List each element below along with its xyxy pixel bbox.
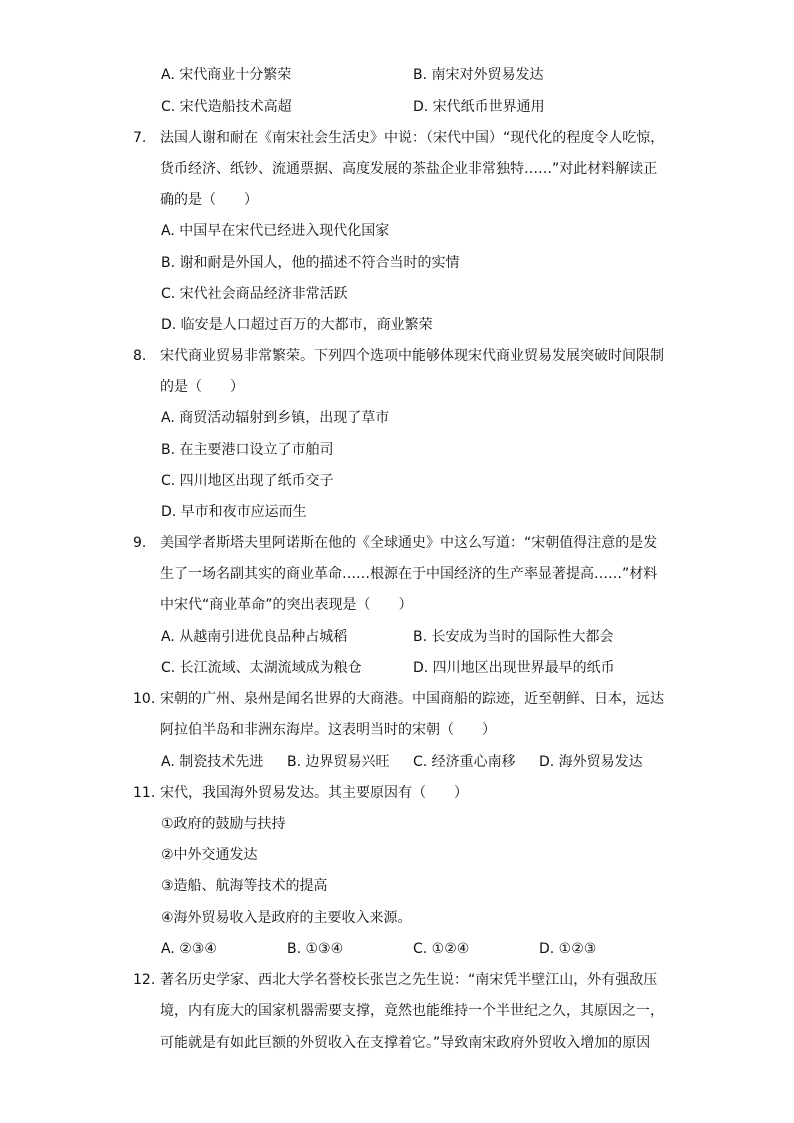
q8-stem-line-1: 宋代商业贸易非常繁荣。下列四个选项中能够体现宋代商业贸易发展突破时间限制 — [160, 348, 664, 364]
q11-option-c: C. ①②④ — [413, 941, 470, 957]
q9-stem-line-1: 美国学者斯塔夫里阿诺斯在他的《全球通史》中这么写道：“宋朝值得注意的是发 — [160, 535, 658, 551]
q10-option-b: B. 边界贸易兴旺 — [287, 754, 390, 770]
q6-option-d: D. 宋代纸币世界通用 — [413, 99, 545, 115]
q10-stem-line-2: 阿拉伯半岛和非洲东海岸。这表明当时的宋朝（ ） — [160, 722, 496, 738]
q10-stem-line-1: 宋朝的广州、泉州是闻名世界的大商港。中国商船的踪迹，近至朝鲜、日本，远达 — [160, 691, 664, 707]
q9-option-b: B. 长安成为当时的国际性大都会 — [413, 629, 614, 645]
q11-item-3: ③造船、航海等技术的提高 — [161, 878, 328, 894]
q11-option-b: B. ①③④ — [287, 941, 344, 957]
q9-option-d: D. 四川地区出现世界最早的纸币 — [413, 660, 615, 676]
q7-stem-line-2: 货币经济、纸钞、流通票据、高度发展的茶盐企业非常独特……”对此材料解读正 — [160, 161, 658, 177]
q7-number: 7. — [133, 130, 147, 146]
q7-option-b: B. 谢和耐是外国人，他的描述不符合当时的实情 — [161, 255, 460, 271]
q7-stem-line-3: 确的是（ ） — [160, 192, 258, 208]
q12-stem-line-2: 境，内有庞大的国家机器需要支撑，竟然也能维持一个半世纪之久，其原因之一， — [160, 1003, 664, 1019]
q11-stem-line-1: 宋代，我国海外贸易发达。其主要原因有（ ） — [160, 785, 468, 801]
q8-option-d: D. 早市和夜市应运而生 — [161, 504, 307, 520]
q9-stem-line-2: 生了一场名副其实的商业革命……根源在于中国经济的生产率显著提高……”材料 — [160, 566, 658, 582]
q11-option-a: A. ②③④ — [161, 941, 217, 957]
q10-option-d: D. 海外贸易发达 — [539, 754, 643, 770]
q8-option-c: C. 四川地区出现了纸币交子 — [161, 473, 334, 489]
q6-option-b: B. 南宋对外贸易发达 — [413, 67, 544, 83]
q12-stem-line-1: 著名历史学家、西北大学名誉校长张岂之先生说：“南宋凭半壁江山，外有强敌压 — [160, 972, 658, 988]
q7-option-d: D. 临安是人口超过百万的大都市，商业繁荣 — [161, 317, 433, 333]
q10-number: 10. — [133, 691, 156, 707]
q9-option-a: A. 从越南引进优良品种占城稻 — [161, 629, 348, 645]
q8-option-b: B. 在主要港口设立了市舶司 — [161, 442, 334, 458]
q6-option-a: A. 宋代商业十分繁荣 — [161, 67, 292, 83]
q8-number: 8. — [133, 348, 147, 364]
q10-option-c: C. 经济重心南移 — [413, 754, 516, 770]
q10-option-a: A. 制瓷技术先进 — [161, 754, 264, 770]
q12-stem-line-3: 可能就是有如此巨额的外贸收入在支撑着它。”导致南宋政府外贸收入增加的原因 — [160, 1035, 651, 1051]
q7-option-c: C. 宋代社会商品经济非常活跃 — [161, 286, 348, 302]
q11-item-1: ①政府的鼓励与扶持 — [161, 816, 286, 832]
q7-stem-line-1: 法国人谢和耐在《南宋社会生活史》中说：（宋代中国）“现代化的程度令人吃惊， — [160, 130, 665, 146]
q9-option-c: C. 长江流域、太湖流域成为粮仓 — [161, 660, 362, 676]
q11-item-2: ②中外交通发达 — [161, 847, 258, 863]
q11-number: 11. — [133, 785, 156, 801]
q8-stem-line-2: 的是（ ） — [160, 379, 244, 395]
q6-option-c: C. 宋代造船技术高超 — [161, 99, 292, 115]
q11-option-d: D. ①②③ — [539, 941, 597, 957]
q9-stem-line-3: 中宋代“商业革命”的突出表现是（ ） — [160, 597, 413, 613]
q9-number: 9. — [133, 535, 147, 551]
q12-number: 12. — [133, 972, 156, 988]
q11-item-4: ④海外贸易收入是政府的主要收入来源。 — [161, 910, 412, 926]
q7-option-a: A. 中国早在宋代已经进入现代化国家 — [161, 223, 390, 239]
q8-option-a: A. 商贸活动辐射到乡镇，出现了草市 — [161, 410, 390, 426]
